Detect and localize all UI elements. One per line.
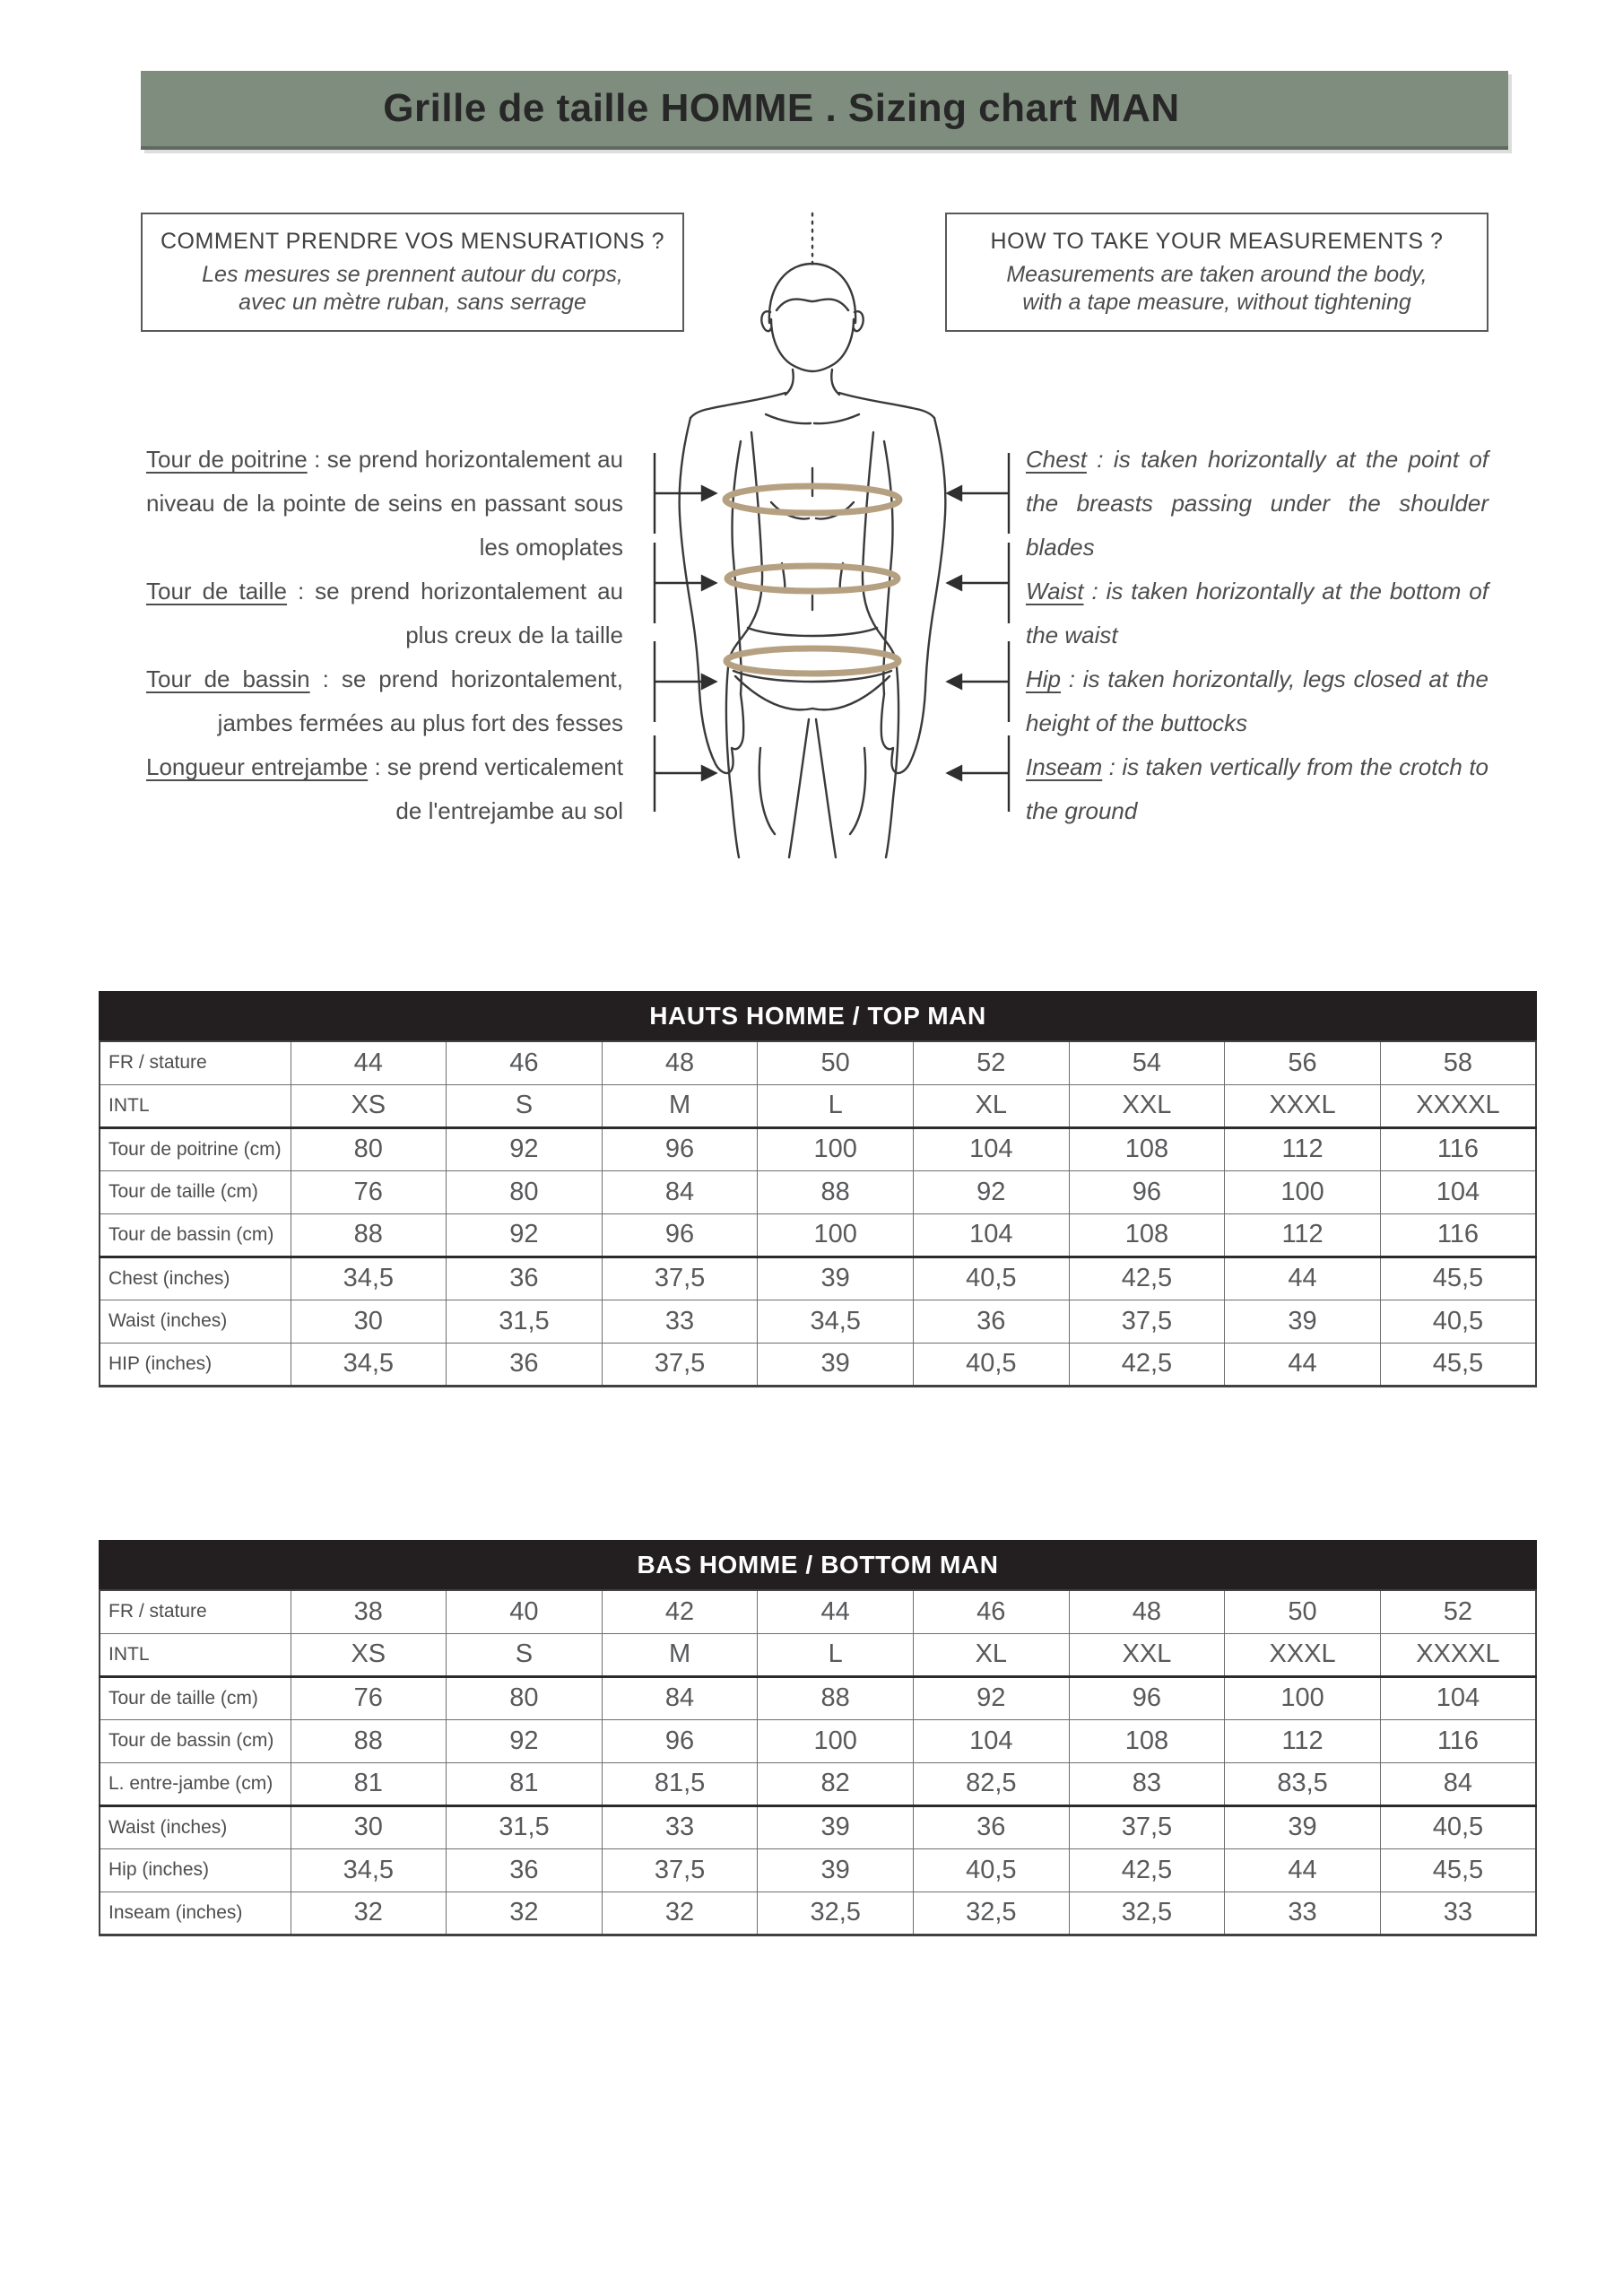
size-cell: 38 <box>291 1590 447 1633</box>
chest-arrow-left <box>655 487 716 500</box>
size-cell: XS <box>291 1633 447 1676</box>
hip-ring <box>726 648 898 674</box>
size-cell: 116 <box>1380 1127 1536 1170</box>
page-title: Grille de taille HOMME . Sizing chart MAN <box>383 86 1180 130</box>
guide-hip-fr: Tour de bassin : se prend horizontalement, jambes fermées au plus fort des fesses <box>146 665 623 736</box>
guide-waist-fr: Tour de taille : se prend horizontalement au plus creux de la taille <box>146 578 623 648</box>
waist-ring <box>727 566 898 591</box>
size-cell: 104 <box>914 1213 1070 1257</box>
size-cell: 96 <box>1069 1676 1225 1719</box>
size-cell: 36 <box>447 1343 603 1386</box>
size-cell: 82 <box>758 1762 914 1805</box>
row-label: Tour de poitrine (cm) <box>100 1127 291 1170</box>
how-to-line2-fr: avec un mètre ruban, sans serrage <box>239 289 586 315</box>
table-row <box>100 1213 1536 1257</box>
measurement-guide-en <box>1026 438 1488 833</box>
table-row <box>100 1762 1536 1805</box>
size-cell: 32,5 <box>914 1892 1070 1935</box>
size-cell: 81 <box>447 1762 603 1805</box>
row-label: FR / stature <box>100 1590 291 1633</box>
size-cell: XXXXL <box>1380 1633 1536 1676</box>
size-cell: 39 <box>758 1848 914 1892</box>
size-cell: 32,5 <box>758 1892 914 1935</box>
size-cell: 104 <box>1380 1170 1536 1213</box>
size-cell: L <box>758 1633 914 1676</box>
table-row <box>100 1127 1536 1170</box>
table-row <box>100 1805 1536 1848</box>
size-cell: 40,5 <box>1380 1805 1536 1848</box>
row-label: Tour de bassin (cm) <box>100 1719 291 1762</box>
row-label: Waist (inches) <box>100 1805 291 1848</box>
size-cell: 84 <box>602 1676 758 1719</box>
size-cell: XXL <box>1069 1084 1225 1127</box>
size-cell: 37,5 <box>602 1848 758 1892</box>
size-cell: 39 <box>1225 1805 1381 1848</box>
table-row <box>100 1676 1536 1719</box>
guide-hip-en: Hip : is taken horizontally, legs closed at the height of the buttocks <box>1026 665 1488 736</box>
size-cell: 50 <box>1225 1590 1381 1633</box>
size-cell: 40 <box>447 1590 603 1633</box>
hip-arrow-right <box>948 675 1009 689</box>
size-cell: 100 <box>758 1213 914 1257</box>
body-measurement-figure <box>556 206 1067 910</box>
size-cell: 48 <box>602 1041 758 1084</box>
size-cell: 76 <box>291 1676 447 1719</box>
table-top-man-grid <box>99 1040 1537 1387</box>
size-cell: 39 <box>758 1257 914 1300</box>
table-row <box>100 1041 1536 1084</box>
size-cell: 42,5 <box>1069 1257 1225 1300</box>
size-cell: 34,5 <box>291 1343 447 1386</box>
table-top-man-title-bar <box>99 991 1537 1040</box>
table-bottom-man-grid <box>99 1589 1537 1936</box>
size-cell: M <box>602 1084 758 1127</box>
size-cell: XXXL <box>1225 1084 1381 1127</box>
size-cell: 45,5 <box>1380 1343 1536 1386</box>
size-cell: 40,5 <box>914 1848 1070 1892</box>
size-cell: L <box>758 1084 914 1127</box>
size-cell: 30 <box>291 1300 447 1343</box>
size-cell: 92 <box>447 1213 603 1257</box>
table-bottom-man <box>99 1540 1537 1936</box>
size-cell: 37,5 <box>1069 1805 1225 1848</box>
table-row <box>100 1892 1536 1935</box>
size-cell: 32 <box>291 1892 447 1935</box>
size-cell: 44 <box>291 1041 447 1084</box>
size-cell: XXL <box>1069 1633 1225 1676</box>
size-cell: 34,5 <box>758 1300 914 1343</box>
size-cell: 33 <box>602 1805 758 1848</box>
size-cell: 31,5 <box>447 1300 603 1343</box>
size-cell: 88 <box>291 1719 447 1762</box>
size-cell: 88 <box>291 1213 447 1257</box>
measurement-guide-fr <box>146 438 623 833</box>
size-cell: 100 <box>1225 1676 1381 1719</box>
size-cell: 100 <box>758 1719 914 1762</box>
size-cell: 33 <box>1380 1892 1536 1935</box>
size-cell: 32,5 <box>1069 1892 1225 1935</box>
guide-inseam-en: Inseam : is taken vertically from the crotch to the ground <box>1026 753 1488 824</box>
size-cell: 44 <box>758 1590 914 1633</box>
table-bottom-man-title-bar <box>99 1540 1537 1589</box>
size-cell: 84 <box>602 1170 758 1213</box>
table-bottom-man-title: BAS HOMME / BOTTOM MAN <box>637 1550 999 1578</box>
size-cell: 45,5 <box>1380 1257 1536 1300</box>
inseam-arrow-left <box>655 767 716 780</box>
size-cell: 108 <box>1069 1213 1225 1257</box>
size-cell: 42 <box>602 1590 758 1633</box>
size-cell: 96 <box>602 1127 758 1170</box>
waist-arrow-right <box>948 577 1009 590</box>
size-cell: 104 <box>914 1127 1070 1170</box>
inseam-arrow-right <box>948 767 1009 780</box>
size-cell: 116 <box>1380 1213 1536 1257</box>
size-cell: 36 <box>447 1257 603 1300</box>
size-cell: 82,5 <box>914 1762 1070 1805</box>
size-cell: 39 <box>1225 1300 1381 1343</box>
size-cell: 39 <box>758 1343 914 1386</box>
size-cell: 81,5 <box>602 1762 758 1805</box>
size-cell: S <box>447 1633 603 1676</box>
size-cell: 54 <box>1069 1041 1225 1084</box>
row-label: FR / stature <box>100 1041 291 1084</box>
size-cell: 44 <box>1225 1343 1381 1386</box>
size-cell: 80 <box>447 1170 603 1213</box>
size-cell: 108 <box>1069 1127 1225 1170</box>
table-row <box>100 1257 1536 1300</box>
row-label: Tour de taille (cm) <box>100 1170 291 1213</box>
size-cell: 80 <box>447 1676 603 1719</box>
row-label: Tour de taille (cm) <box>100 1676 291 1719</box>
size-cell: 100 <box>758 1127 914 1170</box>
size-cell: 32 <box>602 1892 758 1935</box>
size-cell: 100 <box>1225 1170 1381 1213</box>
size-cell: 108 <box>1069 1719 1225 1762</box>
size-cell: 37,5 <box>602 1343 758 1386</box>
table-row <box>100 1170 1536 1213</box>
size-cell: 76 <box>291 1170 447 1213</box>
guide-waist-en: Waist : is taken horizontally at the bottom of the waist <box>1026 578 1488 648</box>
size-cell: XXXL <box>1225 1633 1381 1676</box>
size-cell: XXXXL <box>1380 1084 1536 1127</box>
size-cell: 92 <box>914 1170 1070 1213</box>
size-cell: 33 <box>602 1300 758 1343</box>
table-top-man-title: HAUTS HOMME / TOP MAN <box>649 1001 986 1030</box>
size-cell: 92 <box>447 1127 603 1170</box>
how-to-title-en: HOW TO TAKE YOUR MEASUREMENTS ? <box>990 228 1444 254</box>
chest-arrow-right <box>948 487 1009 500</box>
size-cell: 112 <box>1225 1213 1381 1257</box>
size-cell: 92 <box>447 1719 603 1762</box>
size-cell: 48 <box>1069 1590 1225 1633</box>
size-cell: 37,5 <box>602 1257 758 1300</box>
size-cell: 31,5 <box>447 1805 603 1848</box>
size-cell: 52 <box>914 1041 1070 1084</box>
size-cell: 96 <box>602 1213 758 1257</box>
row-label: Waist (inches) <box>100 1300 291 1343</box>
size-cell: S <box>447 1084 603 1127</box>
table-top-man <box>99 991 1537 1387</box>
hip-arrow-left <box>655 675 716 689</box>
size-cell: 83,5 <box>1225 1762 1381 1805</box>
size-cell: 36 <box>447 1848 603 1892</box>
size-cell: 116 <box>1380 1719 1536 1762</box>
size-cell: 58 <box>1380 1041 1536 1084</box>
size-cell: 34,5 <box>291 1848 447 1892</box>
waist-arrow-left <box>655 577 716 590</box>
size-cell: 40,5 <box>914 1257 1070 1300</box>
size-cell: 36 <box>914 1300 1070 1343</box>
size-cell: 39 <box>758 1805 914 1848</box>
size-cell: 50 <box>758 1041 914 1084</box>
size-cell: 84 <box>1380 1762 1536 1805</box>
size-cell: 92 <box>914 1676 1070 1719</box>
size-cell: 46 <box>447 1041 603 1084</box>
guide-chest-en: Chest : is taken horizontally at the point of the breasts passing under the shoulder blades <box>1026 446 1488 561</box>
row-label: INTL <box>100 1633 291 1676</box>
size-cell: XL <box>914 1633 1070 1676</box>
size-cell: 52 <box>1380 1590 1536 1633</box>
size-cell: 112 <box>1225 1127 1381 1170</box>
row-label: Tour de bassin (cm) <box>100 1213 291 1257</box>
size-cell: XS <box>291 1084 447 1127</box>
row-label: Inseam (inches) <box>100 1892 291 1935</box>
row-label: Hip (inches) <box>100 1848 291 1892</box>
table-row <box>100 1633 1536 1676</box>
size-cell: 88 <box>758 1676 914 1719</box>
size-cell: XL <box>914 1084 1070 1127</box>
size-cell: 44 <box>1225 1848 1381 1892</box>
size-cell: 80 <box>291 1127 447 1170</box>
guide-chest-fr: Tour de poitrine : se prend horizontalement au niveau de la pointe de seins en passant sous les omoplates <box>146 446 623 561</box>
size-cell: 34,5 <box>291 1257 447 1300</box>
row-label: HIP (inches) <box>100 1343 291 1386</box>
size-cell: 96 <box>602 1719 758 1762</box>
size-cell: 81 <box>291 1762 447 1805</box>
row-label: INTL <box>100 1084 291 1127</box>
table-row <box>100 1084 1536 1127</box>
table-row <box>100 1848 1536 1892</box>
size-cell: 36 <box>914 1805 1070 1848</box>
size-cell: 30 <box>291 1805 447 1848</box>
row-label: L. entre-jambe (cm) <box>100 1762 291 1805</box>
size-cell: 40,5 <box>914 1343 1070 1386</box>
guide-inseam-fr: Longueur entrejambe : se prend verticalement de l'entrejambe au sol <box>146 753 623 824</box>
table-row <box>100 1590 1536 1633</box>
size-cell: 96 <box>1069 1170 1225 1213</box>
size-cell: 33 <box>1225 1892 1381 1935</box>
size-cell: 56 <box>1225 1041 1381 1084</box>
size-cell: 83 <box>1069 1762 1225 1805</box>
table-row <box>100 1343 1536 1386</box>
size-cell: 37,5 <box>1069 1300 1225 1343</box>
how-to-line2-en: with a tape measure, without tightening <box>1022 289 1411 315</box>
size-cell: 40,5 <box>1380 1300 1536 1343</box>
size-cell: 42,5 <box>1069 1343 1225 1386</box>
size-cell: M <box>602 1633 758 1676</box>
page-title-bar <box>141 71 1508 150</box>
table-row <box>100 1300 1536 1343</box>
row-label: Chest (inches) <box>100 1257 291 1300</box>
how-to-line1-en: Measurements are taken around the body, <box>1006 261 1428 287</box>
size-cell: 112 <box>1225 1719 1381 1762</box>
table-row <box>100 1719 1536 1762</box>
size-cell: 46 <box>914 1590 1070 1633</box>
how-to-title-fr: COMMENT PRENDRE VOS MENSURATIONS ? <box>161 228 664 254</box>
how-to-line1-fr: Les mesures se prennent autour du corps, <box>202 261 623 287</box>
size-cell: 42,5 <box>1069 1848 1225 1892</box>
size-cell: 44 <box>1225 1257 1381 1300</box>
size-cell: 104 <box>914 1719 1070 1762</box>
size-cell: 104 <box>1380 1676 1536 1719</box>
size-cell: 45,5 <box>1380 1848 1536 1892</box>
size-cell: 88 <box>758 1170 914 1213</box>
size-cell: 32 <box>447 1892 603 1935</box>
